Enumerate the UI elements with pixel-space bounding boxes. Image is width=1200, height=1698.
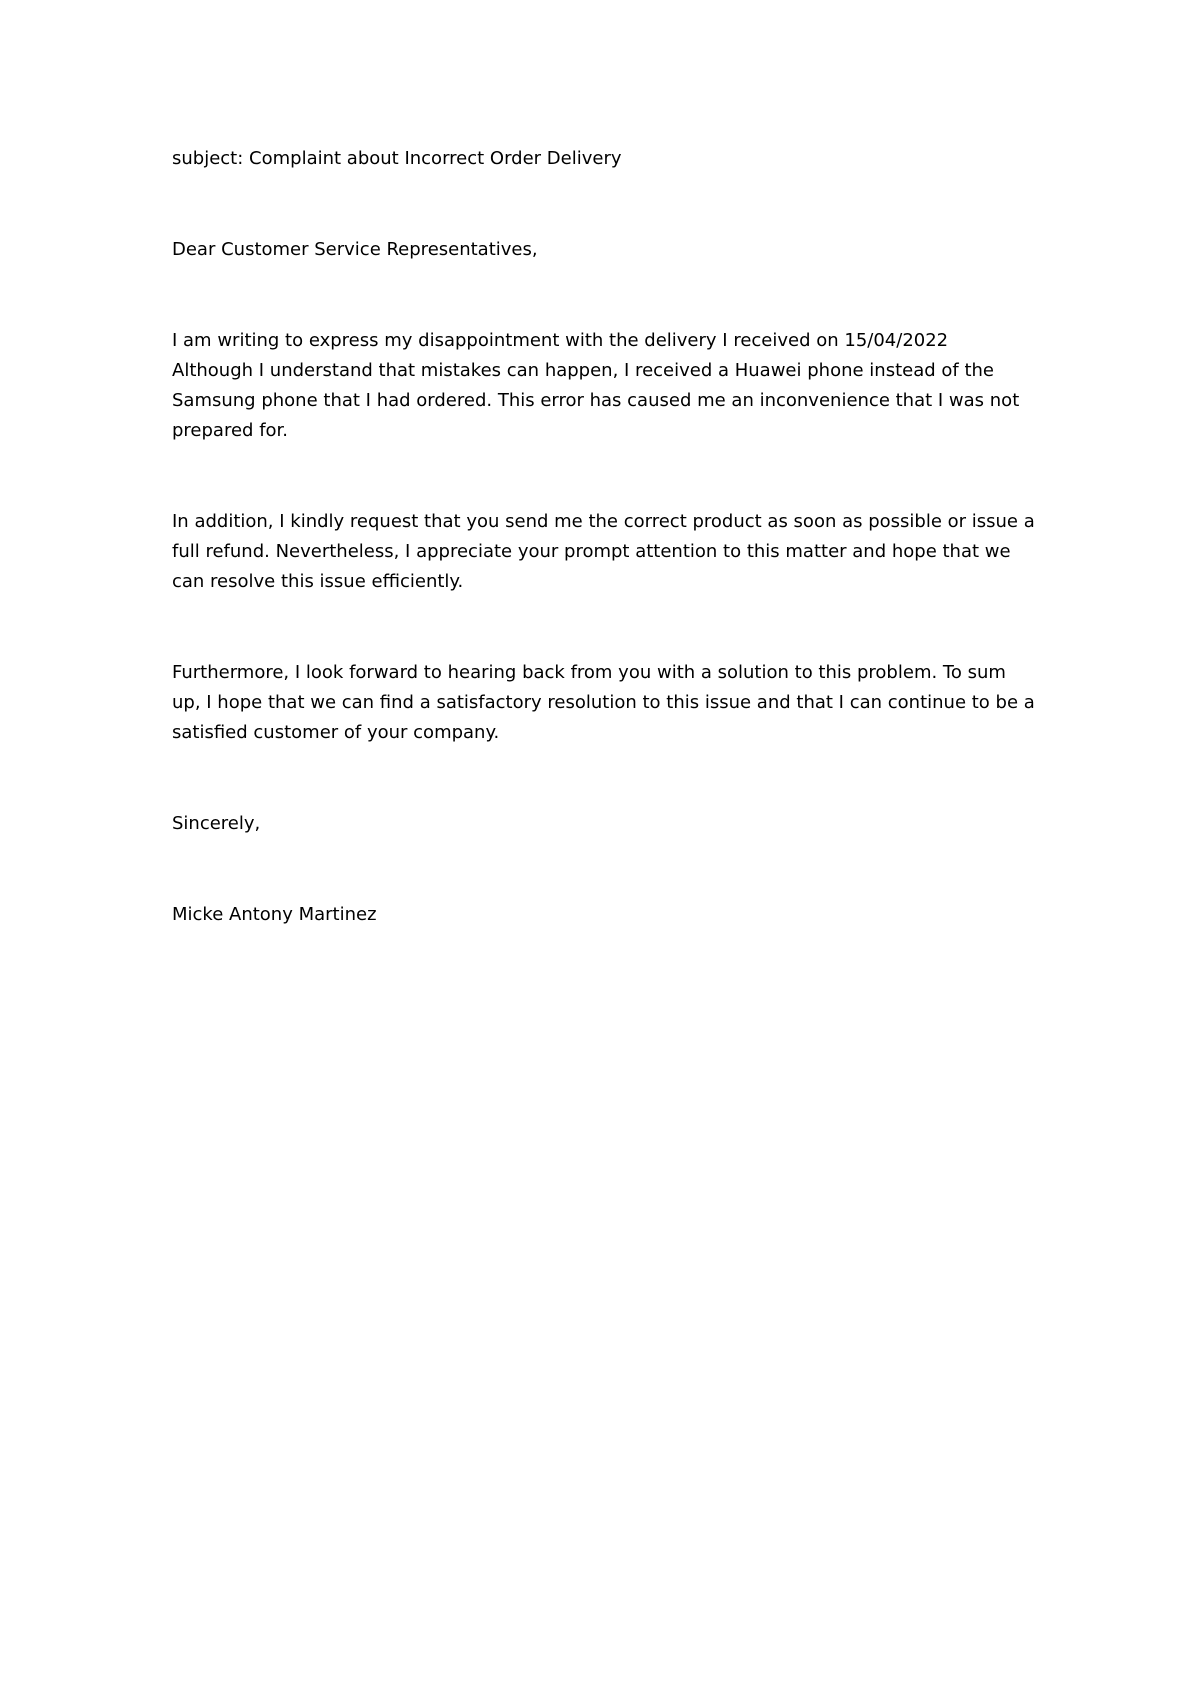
paragraph-line: Although I understand that mistakes can happen, I received a Huawei phone instead of the: [172, 360, 994, 381]
paragraph-1: [172, 326, 1052, 446]
paragraph-line: satisfied customer of your company.: [172, 722, 500, 743]
paragraph-line: prepared for.: [172, 420, 289, 441]
paragraph-line: Samsung phone that I had ordered. This error has caused me an inconvenience that I was not: [172, 390, 1020, 411]
greeting: [172, 235, 1052, 265]
paragraph-line: In addition, I kindly request that you send me the correct product as soon as possible or issue a: [172, 511, 1035, 532]
paragraph-3: [172, 658, 1052, 748]
paragraph-line: up, I hope that we can find a satisfactory resolution to this issue and that I can continue to be a: [172, 692, 1035, 713]
closing: [172, 809, 1052, 839]
paragraph-2: [172, 507, 1052, 597]
signature: [172, 900, 1052, 930]
signature-name: Micke Antony Martinez: [172, 904, 377, 925]
paragraph-line: can resolve this issue efficiently.: [172, 571, 464, 592]
paragraph-line: Furthermore, I look forward to hearing back from you with a solution to this problem. To sum: [172, 662, 1006, 683]
greeting-text: Dear Customer Service Representatives,: [172, 239, 538, 260]
subject-text: subject: Complaint about Incorrect Order Delivery: [172, 148, 622, 169]
subject-line: [172, 144, 1052, 174]
paragraph-line: I am writing to express my disappointment with the delivery I received on 15/04/2022: [172, 330, 949, 351]
letter-body: [172, 144, 1052, 930]
closing-text: Sincerely,: [172, 813, 261, 834]
paragraph-line: full refund. Nevertheless, I appreciate your prompt attention to this matter and hope that we: [172, 541, 1011, 562]
